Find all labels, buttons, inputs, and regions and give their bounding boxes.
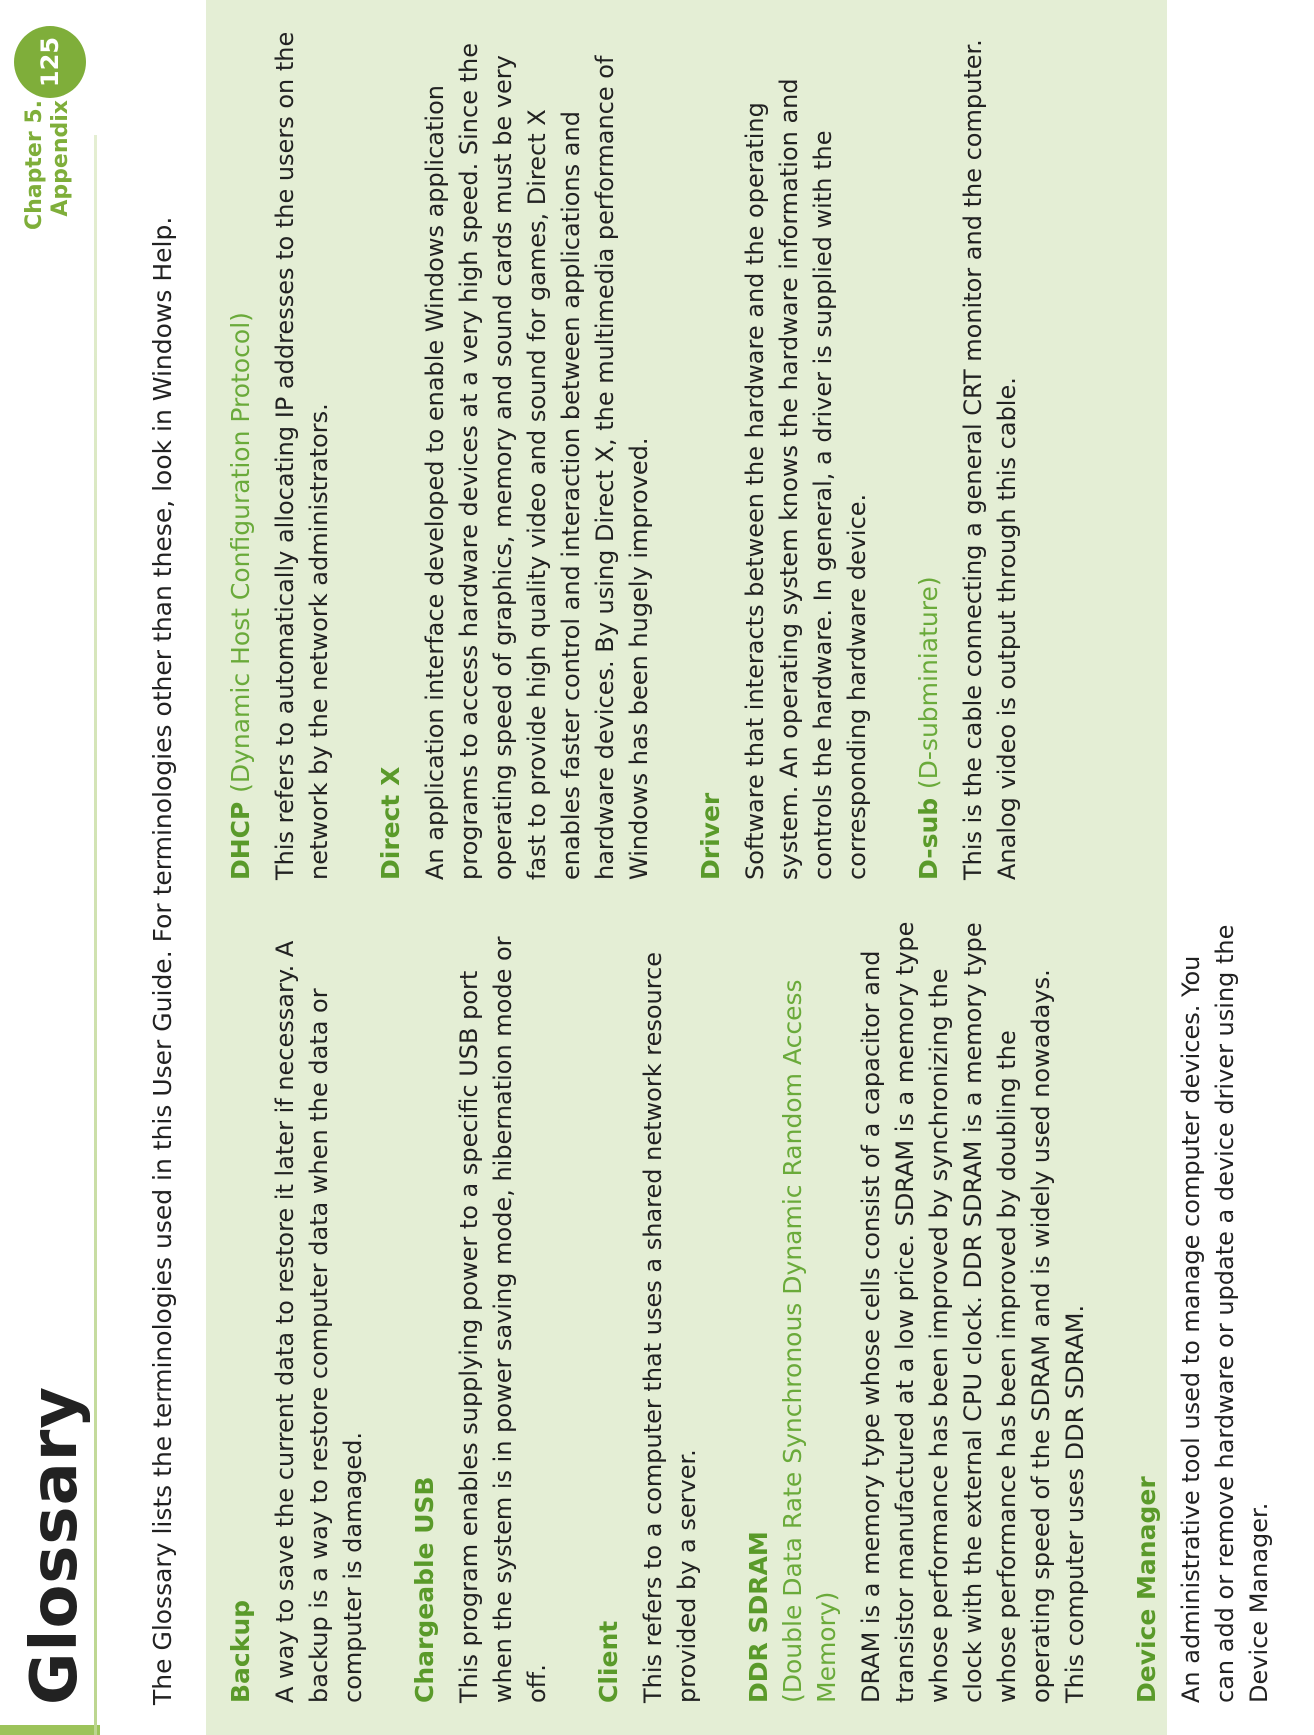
glossary-definition: An administrative tool used to manage computer devices. You can add or remove hardware or update a device driver using the Device Manager. [1177,924,1273,1703]
term-name: Device Manager [1132,1476,1161,1703]
page-title: Glossary [18,1385,92,1705]
glossary-definition: This refers to automatically allocating IP addresses to the users on the network by the network administrators. [271,31,333,880]
glossary-column-left [224,913,1314,1703]
glossary-entry-client [592,913,704,1703]
glossary-term [224,20,258,880]
glossary-term [592,913,626,1703]
glossary-column-right [224,20,1062,880]
term-name: Driver [696,792,725,880]
side-accent-bar [0,1725,100,1735]
glossary-term [694,20,728,880]
glossary-entry-device-manager [1130,913,1276,1703]
glossary-term [1130,913,1164,1703]
glossary-term [408,913,442,1703]
term-name: D-sub [914,797,943,880]
chapter-name: Appendix [48,100,73,217]
intro-text: The Glossary lists the terminologies used in this User Guide. For terminologies other than these, look in Windows Help. [148,216,177,1705]
glossary-entry-direct-x [374,20,656,880]
glossary-definition: This is the cable connecting a general CRT monitor and the computer. Analog video is output through this cable. [959,39,1021,880]
page-number-badge: 125 [14,26,86,98]
glossary-term [224,913,258,1703]
term-full-name: (Dynamic Host Configuration Protocol) [226,312,255,793]
term-name: DDR SDRAM [744,1531,773,1703]
glossary-definition: DRAM is a memory type whose cells consist of a capacitor and transistor manufactured at a low price. SDRAM is a memory type whose performance has been improved by synchronizing the clock with the external CPU clock. DDR SDRAM is a memory type whose performance has been improved by doubling the operating speed of the SDRAM and is widely used nowadays. This computer uses DDR SDRAM. [857,921,1089,1703]
glossary-term [742,913,776,1703]
glossary-term [374,20,408,880]
term-name: Chargeable USB [410,1476,439,1703]
glossary-entry-dhcp [224,20,336,880]
chapter-number: Chapter 5. [22,100,47,231]
glossary-definition: This program enables supplying power to a specific USB port when the system is in power saving mode, hibernation mode or off. [455,936,551,1703]
glossary-entry-driver [694,20,874,880]
glossary-panel [206,0,1273,1735]
glossary-definition: Software that interacts between the hardware and the operating system. An operating system knows the hardware information and controls the hardware. In general, a driver is supplied with the corresponding hardware device. [741,78,871,880]
glossary-definition: An application interface developed to enable Windows application programs to access hardware devices at a very high speed. Since the operating speed of graphics, memory and sound cards must be very fast to provide high quality video and sound for games, Direct X enables faster control and interaction between applications and hardware devices. By using Direct X, the multimedia performance of Windows has been hugely improved. [421,43,653,880]
term-full-name: (D-subminiature) [914,576,943,790]
term-name: Direct X [376,766,405,880]
glossary-entry-d-sub [912,20,1024,880]
glossary-entry-chargeable-usb [408,913,554,1703]
header-divider [94,135,97,1735]
glossary-definition: This refers to a computer that uses a shared network resource provided by a server. [639,951,701,1703]
term-name: DHCP [226,801,255,880]
term-name: Backup [226,1599,255,1703]
glossary-term [912,20,946,880]
term-name: Client [594,1620,623,1703]
chapter-label [22,100,74,230]
glossary-definition: A way to save the current data to restore it later if necessary. A backup is a way to restore computer data when the data or computer is damaged. [271,940,367,1703]
term-full-name: (Double Data Rate Synchronous Dynamic Random Access Memory) [778,979,841,1703]
glossary-entry-backup [224,913,370,1703]
glossary-entry-ddr-sdram [742,913,1092,1703]
